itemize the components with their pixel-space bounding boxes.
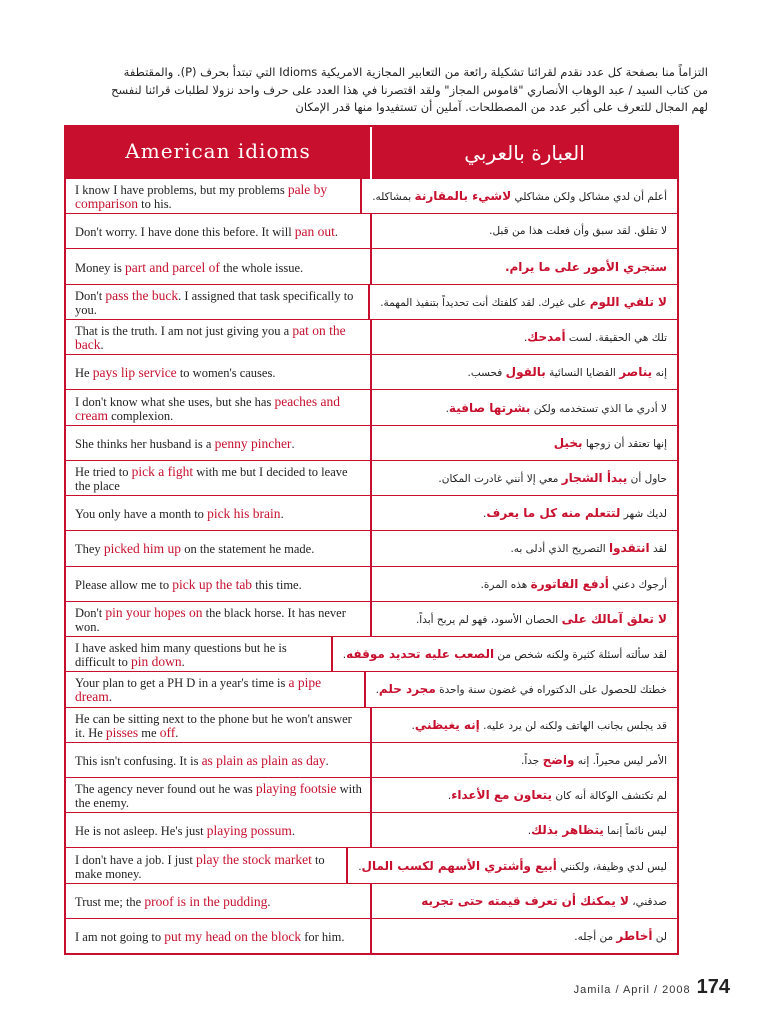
text-run: ليس نائماً إنما: [603, 825, 667, 838]
text-run: He is not asleep. He's just: [75, 824, 207, 839]
text-run: خطتك للحصول على الدكتوراه في غضون سنة واحدة: [435, 684, 667, 697]
cell-text: [75, 395, 362, 423]
idiom-highlight: انتقدوا: [608, 541, 650, 556]
table-row: [66, 566, 677, 601]
text-run: Money is: [75, 260, 125, 275]
table-body: [66, 179, 677, 953]
english-sentence: [66, 461, 372, 495]
idiom-highlight: playing possum: [206, 823, 292, 839]
idiom-highlight: proof is in the pudding: [144, 893, 268, 909]
text-run: .: [342, 649, 347, 662]
arabic-translation: [372, 390, 677, 424]
arabic-translation: [372, 708, 677, 742]
table-row: [66, 777, 677, 812]
arabic-translation: [372, 531, 677, 565]
text-run: القضايا النسائية: [545, 367, 620, 380]
cell-text: [75, 853, 338, 881]
text-run: Don't: [75, 288, 106, 303]
text-run: إنها تعتقد أن زوجها: [582, 437, 667, 450]
cell-text: [343, 647, 667, 661]
table-row: [66, 284, 677, 319]
idiom-highlight: أبيع وأشتري الأسهم لكسب المال: [361, 858, 557, 873]
intro-line: من كتاب السيد / عبد الوهاب الأنصاري "قاموس المجاز" ولقد اقتصرنا في هذا العدد على حرف واحد نزولا لطلبات قرائنا لنفسح: [111, 82, 708, 97]
table-row: [66, 707, 677, 742]
idiom-highlight: pays lip service: [92, 365, 177, 381]
text-run: They: [75, 542, 104, 557]
text-run: me: [138, 725, 160, 740]
text-run: جداً.: [521, 754, 543, 767]
arabic-translation: [372, 249, 677, 283]
text-run: لديك شهر: [620, 508, 667, 521]
cell-text: [421, 894, 667, 908]
text-run: إنه: [652, 367, 667, 380]
text-run: من أجله.: [574, 931, 617, 944]
intro-paragraph: [60, 64, 708, 117]
text-run: That is the truth. I am not just giving you a: [75, 324, 293, 339]
text-run: التصريح الذي أدلى به.: [510, 543, 609, 556]
text-run: with me but I decided to leave the place: [75, 464, 348, 493]
cell-text: [358, 859, 667, 873]
cell-text: [75, 754, 329, 768]
english-sentence: [66, 567, 372, 601]
table-row: [66, 847, 677, 882]
text-run: to women's causes.: [176, 366, 276, 381]
cell-text: [554, 436, 667, 450]
text-run: فحسب.: [467, 367, 506, 380]
arabic-translation: [362, 179, 677, 213]
idiom-highlight: بالقول: [505, 365, 546, 380]
idiom-highlight: يتعاون مع الأعداء: [451, 788, 553, 803]
text-run: أرجوك دعني: [608, 578, 667, 591]
cell-text: [75, 437, 295, 451]
arabic-translation: [372, 214, 677, 248]
text-run: . I assigned that task specifically to you.: [75, 288, 354, 317]
table-row: [66, 742, 677, 777]
text-run: .: [291, 824, 296, 839]
text-run: لن: [652, 931, 667, 944]
english-sentence: [66, 390, 372, 424]
text-run: تلك هي الحقيقة. لست: [565, 332, 667, 345]
text-run: complexion.: [107, 408, 174, 423]
table-row: [66, 883, 677, 918]
cell-text: [75, 712, 362, 740]
idiom-highlight: pale by comparison: [75, 182, 328, 212]
text-run: .: [375, 684, 379, 697]
text-run: معي إلا أنني غادرت المكان.: [438, 472, 562, 485]
table-row: [66, 425, 677, 460]
english-sentence: [66, 743, 372, 777]
english-sentence: [66, 672, 366, 706]
text-run: .: [267, 894, 271, 909]
text-run: .: [325, 753, 329, 768]
cell-text: [75, 676, 356, 704]
idiom-highlight: لتتعلم منه كل ما يعرف: [486, 506, 621, 521]
idiom-highlight: part and parcel of: [125, 259, 220, 275]
cell-text: [75, 542, 314, 556]
text-run: Don't: [75, 605, 106, 620]
cell-text: [505, 260, 667, 274]
english-sentence: [66, 214, 372, 248]
cell-text: [416, 612, 667, 626]
cell-text: [75, 261, 303, 275]
text-run: I have asked him many questions but he is difficult to: [75, 641, 287, 670]
idiom-highlight: بخيل: [553, 435, 583, 450]
arabic-translation: [372, 813, 677, 847]
text-run: to his.: [138, 197, 172, 212]
idiom-highlight: pick his brain: [207, 506, 281, 522]
cell-text: [75, 641, 323, 669]
english-sentence: [66, 179, 362, 213]
text-run: I am not going to: [75, 930, 165, 945]
idiom-highlight: ستجري الأمور على ما يرام.: [504, 259, 667, 274]
text-run: .: [411, 719, 415, 732]
english-sentence: [66, 531, 372, 565]
text-run: I know I have problems, but my problems: [75, 183, 288, 198]
cell-text: [376, 682, 667, 696]
cell-text: [75, 225, 338, 239]
idiom-highlight: as plain as plain as day: [201, 752, 326, 768]
cell-text: [75, 465, 362, 493]
cell-text: [75, 930, 345, 944]
text-run: this time.: [252, 577, 302, 592]
arabic-translation: [372, 320, 677, 354]
text-run: He tried to: [75, 464, 132, 479]
text-run: .: [445, 402, 449, 415]
text-run: .: [108, 690, 112, 705]
cell-text: [489, 225, 667, 237]
intro-line: التزاماً منا بصفحة كل عدد نقدم لقرائنا تشكيلة رائعة من التعابير المجازية الامريكية Idioms التي تبتدأ بحرف (P). والمقتطفة: [123, 65, 708, 79]
text-run: الأمر ليس محيراً. إنه: [574, 754, 667, 767]
english-sentence: [66, 285, 370, 319]
text-run: .: [175, 725, 179, 740]
table-row: [66, 918, 677, 953]
text-run: on the statement he made.: [181, 542, 315, 557]
footer-issue: Jamila / April / 2008: [573, 984, 691, 996]
text-run: لا تقلق. لقد سبق وأن فعلت هذا من قبل.: [489, 225, 667, 238]
header-english: American idioms: [66, 127, 372, 179]
cell-text: [75, 324, 362, 352]
cell-text: [75, 183, 352, 211]
text-run: .: [280, 507, 284, 522]
idiom-highlight: الصعب عليه تحديد موقفه: [346, 647, 495, 662]
text-run: أعلم أن لدي مشاكل ولكن مشاكلي: [511, 191, 667, 204]
cell-text: [75, 578, 302, 592]
text-run: You only have a month to: [75, 507, 208, 522]
cell-text: [75, 895, 270, 909]
table-row: [66, 213, 677, 248]
text-run: to make money.: [75, 852, 325, 881]
cell-text: [446, 401, 667, 415]
idiom-highlight: pass the buck: [105, 287, 179, 303]
english-sentence: [66, 637, 333, 671]
arabic-translation: [372, 567, 677, 601]
idiom-highlight: play the stock market: [195, 851, 312, 867]
arabic-translation: [366, 672, 677, 706]
english-sentence: [66, 355, 372, 389]
english-sentence: [66, 320, 372, 354]
idiom-highlight: off: [159, 724, 176, 740]
idiom-highlight: a pipe dream: [75, 675, 322, 705]
text-run: .: [291, 436, 295, 451]
table-row: [66, 601, 677, 636]
idiom-highlight: أخاطر: [616, 929, 653, 944]
cell-text: [438, 471, 667, 485]
table-row: [66, 671, 677, 706]
idiom-highlight: pisses: [105, 724, 139, 740]
text-run: .: [523, 332, 528, 345]
text-run: the whole issue.: [219, 260, 304, 275]
text-run: على غيرك. لقد كلفتك أنت تحديداً بتنفيذ المهمة.: [380, 296, 590, 309]
text-run: صدقني،: [628, 895, 667, 908]
cell-text: [75, 366, 275, 380]
text-run: لقد: [649, 543, 667, 556]
table-row: [66, 495, 677, 530]
english-sentence: [66, 602, 372, 636]
text-run: .: [100, 338, 104, 353]
cell-text: [372, 189, 667, 203]
text-run: .: [181, 655, 185, 670]
cell-text: [411, 718, 667, 732]
cell-text: [574, 929, 667, 943]
text-run: .: [447, 790, 452, 803]
text-run: The agency never found out he was: [75, 782, 256, 797]
arabic-translation: [333, 637, 677, 671]
text-run: .: [334, 225, 339, 240]
idiom-highlight: pin down: [131, 654, 182, 670]
english-sentence: [66, 496, 372, 530]
text-run: I don't have a job. I just: [75, 852, 196, 867]
table-header: [66, 127, 677, 179]
text-run: for him.: [301, 930, 345, 945]
table-row: [66, 530, 677, 565]
english-sentence: [66, 426, 372, 460]
text-run: He: [75, 366, 93, 381]
idiom-highlight: مجرد حلم: [378, 682, 436, 697]
cell-text: [75, 782, 362, 810]
idiom-highlight: واضح: [542, 752, 575, 767]
table-row: [66, 319, 677, 354]
text-run: I don't know what she uses, but she has: [75, 394, 275, 409]
text-run: Your plan to get a PH D in a year's time is: [75, 676, 289, 691]
idiom-highlight: لا تلقي اللوم: [589, 294, 667, 309]
table-row: [66, 354, 677, 389]
idiom-highlight: pick up the tab: [172, 576, 253, 592]
idiom-highlight: لاشيء بالمقارنة: [414, 189, 512, 204]
table-row: [66, 636, 677, 671]
table-row: [66, 812, 677, 847]
cell-text: [510, 541, 667, 555]
cell-text: [528, 823, 667, 837]
text-run: قد يجلس بجانب الهاتف ولكنه لن يرد عليه.: [479, 719, 667, 732]
idiom-highlight: playing footsie: [255, 781, 337, 797]
english-sentence: [66, 708, 372, 742]
english-sentence: [66, 919, 372, 953]
table-row: [66, 460, 677, 495]
cell-text: [380, 295, 667, 309]
arabic-translation: [372, 778, 677, 812]
idiom-highlight: أدفع الفاتورة: [530, 576, 609, 591]
cell-text: [75, 507, 284, 521]
text-run: This isn't confusing. It is: [75, 753, 202, 768]
arabic-translation: [372, 355, 677, 389]
text-run: He can be sitting next to the phone but he won't answer it. He: [75, 711, 352, 740]
text-run: هذه المرة.: [480, 578, 531, 591]
idiom-highlight: pin your hopes on: [105, 604, 203, 620]
arabic-translation: [372, 426, 677, 460]
idioms-table: [64, 125, 679, 955]
text-run: لقد سألته أسئلة كثيرة ولكنه شخص من: [494, 649, 667, 662]
text-run: حاول أن: [627, 472, 667, 485]
text-run: الحصان الأسود، فهو لم يربح أبداً.: [415, 613, 562, 626]
header-arabic: العبارة بالعربي: [464, 141, 585, 165]
arabic-translation: [348, 848, 677, 882]
text-run: Trust me; the: [75, 894, 145, 909]
text-run: لم تكتشف الوكالة أنه كان: [552, 790, 667, 803]
text-run: the black horse. It has never won.: [75, 605, 346, 634]
arabic-translation: [372, 884, 677, 918]
english-sentence: [66, 778, 372, 812]
text-run: .: [358, 860, 362, 873]
text-run: لا أدري ما الذي تستخدمه ولكن: [530, 402, 667, 415]
english-sentence: [66, 884, 372, 918]
idiom-highlight: يناصر: [619, 365, 653, 380]
idiom-highlight: picked him up: [103, 541, 182, 557]
text-run: .: [483, 508, 487, 521]
page-footer: [574, 976, 730, 999]
text-run: ليس لدي وظيفة، ولكنني: [556, 860, 667, 873]
cell-text: [75, 824, 295, 838]
cell-text: [524, 330, 667, 344]
text-run: .: [527, 825, 532, 838]
arabic-translation: [372, 919, 677, 953]
idiom-highlight: إنه يغيظني: [414, 717, 480, 732]
english-sentence: [66, 848, 348, 882]
cell-text: [75, 606, 362, 634]
idiom-highlight: put my head on the block: [164, 929, 302, 945]
text-run: with the enemy.: [75, 782, 362, 811]
idiom-highlight: pick a fight: [131, 463, 194, 479]
cell-text: [481, 577, 667, 591]
english-sentence: [66, 249, 372, 283]
idiom-highlight: لا يمكنك أن تعرف قيمته حتى تجربه: [421, 893, 629, 908]
idiom-highlight: أمدحك: [527, 330, 566, 345]
idiom-highlight: يتظاهر بذلك: [531, 823, 604, 838]
idiom-highlight: بشرتها صافية: [448, 400, 531, 415]
arabic-translation: [372, 461, 677, 495]
idiom-highlight: pan out: [294, 224, 335, 240]
page-number: 174: [696, 976, 730, 998]
intro-line: لهم المجال للتعرف على أكبر عدد من المصطلحات. آملين أن تستفيدوا منها قدر الإمكان: [295, 100, 708, 114]
text-run: She thinks her husband is a: [75, 436, 215, 451]
idiom-highlight: يبدأ الشجار: [561, 470, 628, 485]
text-run: Please allow me to: [75, 577, 173, 592]
text-run: بمشاكله.: [372, 191, 415, 204]
arabic-translation: [372, 602, 677, 636]
idiom-highlight: لا تعلق آمالك على: [561, 611, 667, 626]
cell-text: [468, 365, 668, 379]
cell-text: [75, 289, 360, 317]
idiom-highlight: peaches and cream: [75, 393, 341, 423]
english-sentence: [66, 813, 372, 847]
cell-text: [448, 788, 667, 802]
idiom-highlight: pat on the back: [75, 323, 346, 353]
arabic-translation: [370, 285, 677, 319]
cell-text: [521, 753, 667, 767]
table-row: [66, 179, 677, 213]
table-row: [66, 389, 677, 424]
arabic-translation: [372, 496, 677, 530]
arabic-translation: [372, 743, 677, 777]
cell-text: [483, 506, 667, 520]
text-run: Don't worry. I have done this before. It will: [75, 225, 295, 240]
table-row: [66, 248, 677, 283]
idiom-highlight: penny pincher: [214, 435, 292, 451]
